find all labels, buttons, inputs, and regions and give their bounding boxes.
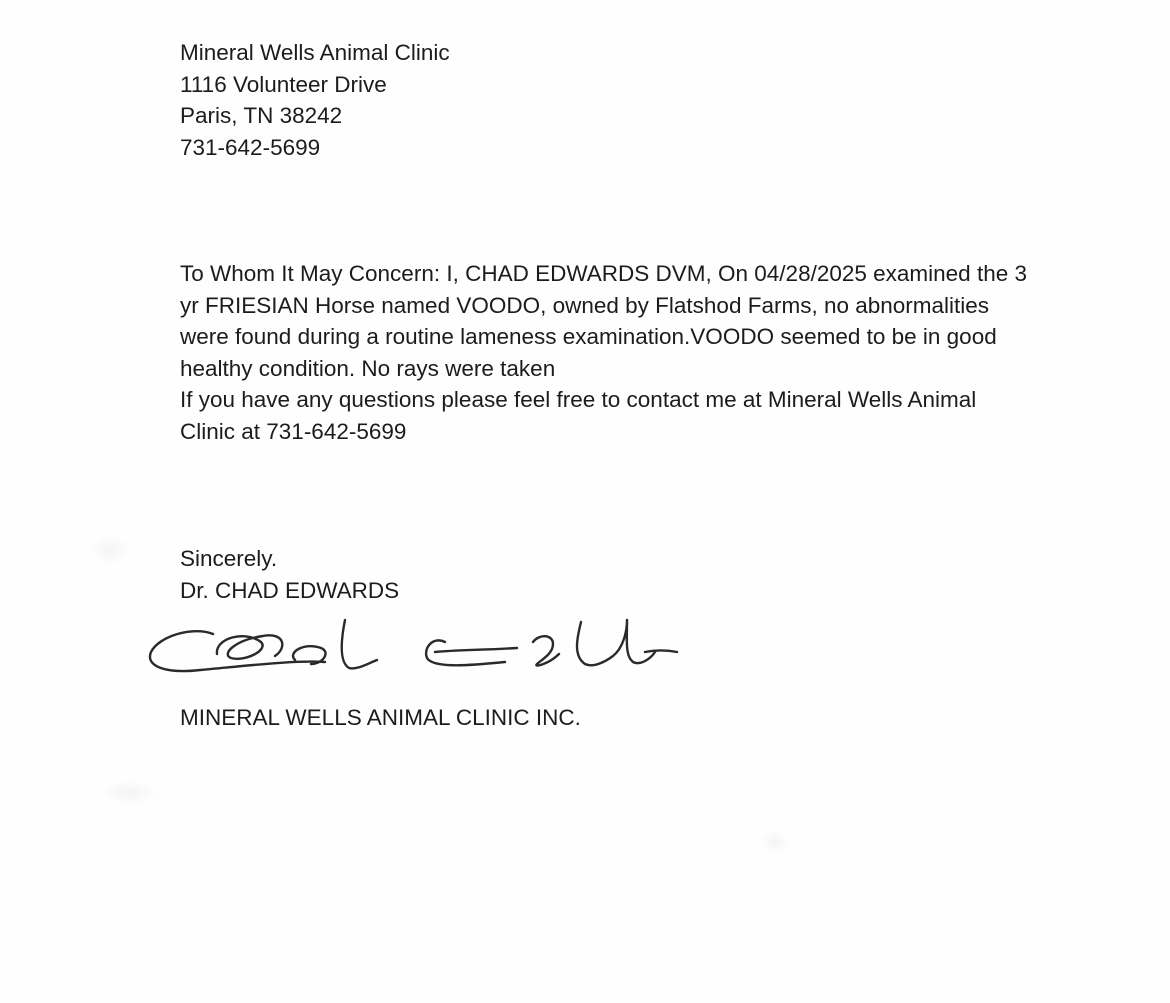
city-state-zip: Paris, TN 38242 [180,103,343,128]
paper-smudge [100,780,160,805]
body-line: yr FRIESIAN Horse named VOODO, owned by Flatshod Farms, no abnormalities [180,292,990,318]
closing-salutation: Sincerely. [180,546,278,571]
body-line: To Whom It May Concern: I, CHAD EDWARDS DVM, On 04/28/2025 examined the 3 [180,261,1027,286]
clinic-name: Mineral Wells Animal Clinic [180,40,450,65]
body-line: healthy condition. No rays were taken [180,355,556,381]
body-line: If you have any questions please feel free to contact me at Mineral Wells Animal [180,387,977,412]
body-line: were found during a routine lameness examination.VOODO seemed to be in good [180,324,997,349]
letter-body [180,258,1027,447]
signer-name: Dr. CHAD EDWARDS [180,577,400,603]
clinic-phone: 731-642-5699 [180,134,321,160]
handwritten-signature-icon [145,612,685,692]
street-address: 1116 Volunteer Drive [180,71,387,97]
paper-smudge [760,830,790,855]
letter-closing [180,543,399,606]
company-name: MINERAL WELLS ANIMAL CLINIC INC. [180,705,581,730]
body-line: Clinic at 731-642-5699 [180,418,407,444]
letterhead-address [180,37,450,163]
paper-smudge [90,535,130,565]
